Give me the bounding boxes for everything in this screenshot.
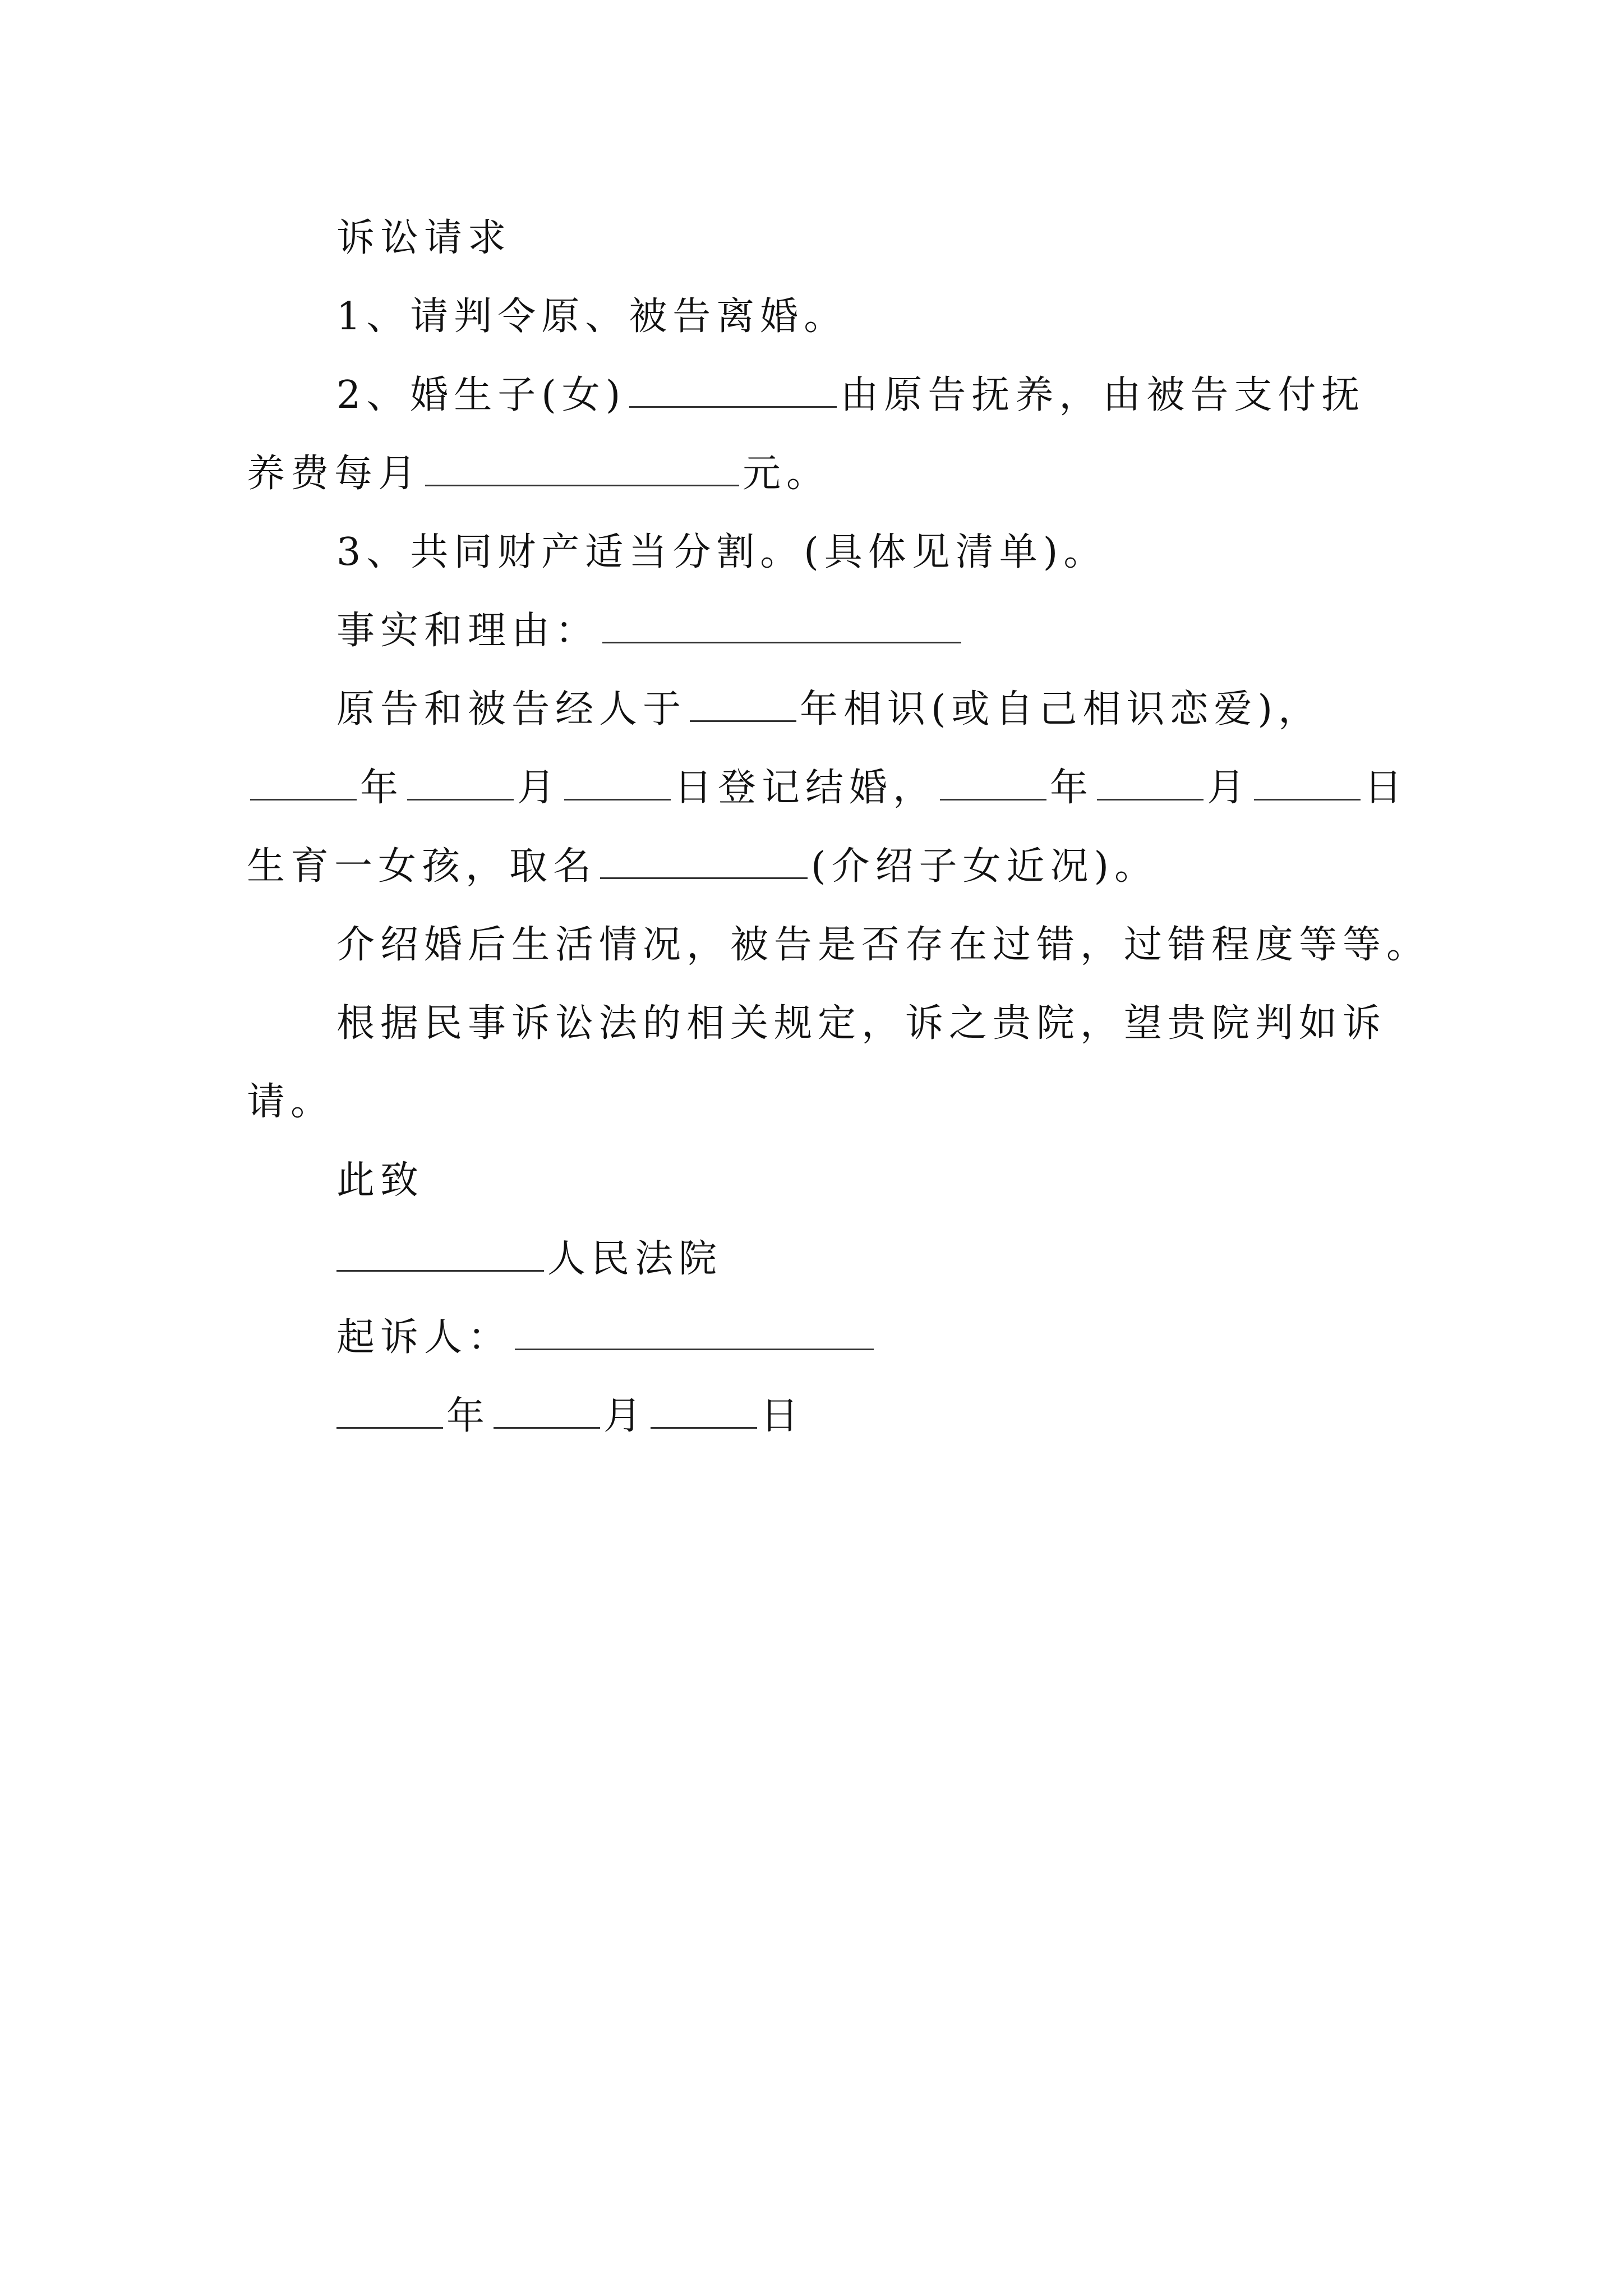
p1-text-a: 原告和被告经人于 — [336, 687, 687, 731]
date-month: 月 — [603, 1394, 648, 1438]
meet-year-blank[interactable] — [690, 685, 796, 722]
p3-text-b: (介绍子女近况)。 — [811, 844, 1159, 889]
date-year: 年 — [446, 1394, 491, 1438]
claim-2-text-a: 2、婚生子(女) — [336, 373, 626, 417]
paragraph-1 — [336, 684, 1322, 735]
claim-2-line-1 — [336, 370, 1365, 421]
court-suffix: 人民法院 — [547, 1237, 723, 1281]
claim-2-text-d: 元。 — [743, 452, 831, 496]
paragraph-5-line-2: 请。 — [247, 1080, 335, 1124]
paragraph-2 — [247, 763, 1408, 813]
support-amount-blank[interactable] — [425, 450, 739, 486]
claim-2-text-b: 由原告抚养，由被告支付抚 — [840, 373, 1366, 417]
sign-month-blank[interactable] — [494, 1392, 600, 1429]
sign-year-blank[interactable] — [336, 1392, 443, 1429]
plaintiff-label: 起诉人： — [336, 1315, 512, 1360]
birth-month-blank[interactable] — [1097, 764, 1204, 800]
plaintiff-line — [336, 1313, 877, 1363]
claim-2-text-c: 养费每月 — [247, 452, 422, 496]
p1-text-b: 年相识(或自己相识恋爱)， — [800, 687, 1322, 731]
plaintiff-blank[interactable] — [515, 1314, 874, 1350]
date-day: 日 — [760, 1394, 805, 1438]
p2-day-registered: 日登记结婚， — [674, 766, 937, 810]
court-name-blank[interactable] — [336, 1235, 544, 1272]
p3-text-a: 生育一女孩，取名 — [247, 844, 597, 889]
daughter-name-blank[interactable] — [600, 843, 808, 879]
marriage-month-blank[interactable] — [407, 764, 514, 800]
date-line — [336, 1391, 804, 1442]
facts-blank[interactable] — [602, 607, 961, 643]
marriage-day-blank[interactable] — [564, 764, 671, 800]
claim-2-line-2 — [247, 449, 830, 499]
facts-label: 事实和理由： — [336, 609, 600, 653]
p2-day-2: 日 — [1364, 766, 1408, 810]
child-name-blank[interactable] — [629, 371, 837, 408]
paragraph-4: 介绍婚后生活情况，被告是否存在过错，过错程度等等。 — [336, 923, 1431, 967]
birth-day-blank[interactable] — [1254, 764, 1361, 800]
closing: 此致 — [336, 1158, 425, 1203]
sign-day-blank[interactable] — [651, 1392, 757, 1429]
paragraph-3 — [247, 841, 1158, 892]
claim-1: 1、请判令原、被告离婚。 — [336, 295, 848, 339]
court-line — [336, 1234, 722, 1285]
birth-year-blank[interactable] — [940, 764, 1046, 800]
marriage-year-blank[interactable] — [250, 764, 357, 800]
p2-year-2: 年 — [1050, 766, 1094, 810]
heading: 诉讼请求 — [336, 216, 512, 260]
p2-year: 年 — [360, 766, 404, 810]
facts-line — [336, 606, 965, 656]
p2-month-2: 月 — [1207, 766, 1251, 810]
paragraph-5-line-1: 根据民事诉讼法的相关规定，诉之贵院，望贵院判如诉 — [336, 1001, 1387, 1046]
claim-3: 3、共同财产适当分割。(具体见清单)。 — [336, 530, 1108, 574]
p2-month: 月 — [517, 766, 561, 810]
